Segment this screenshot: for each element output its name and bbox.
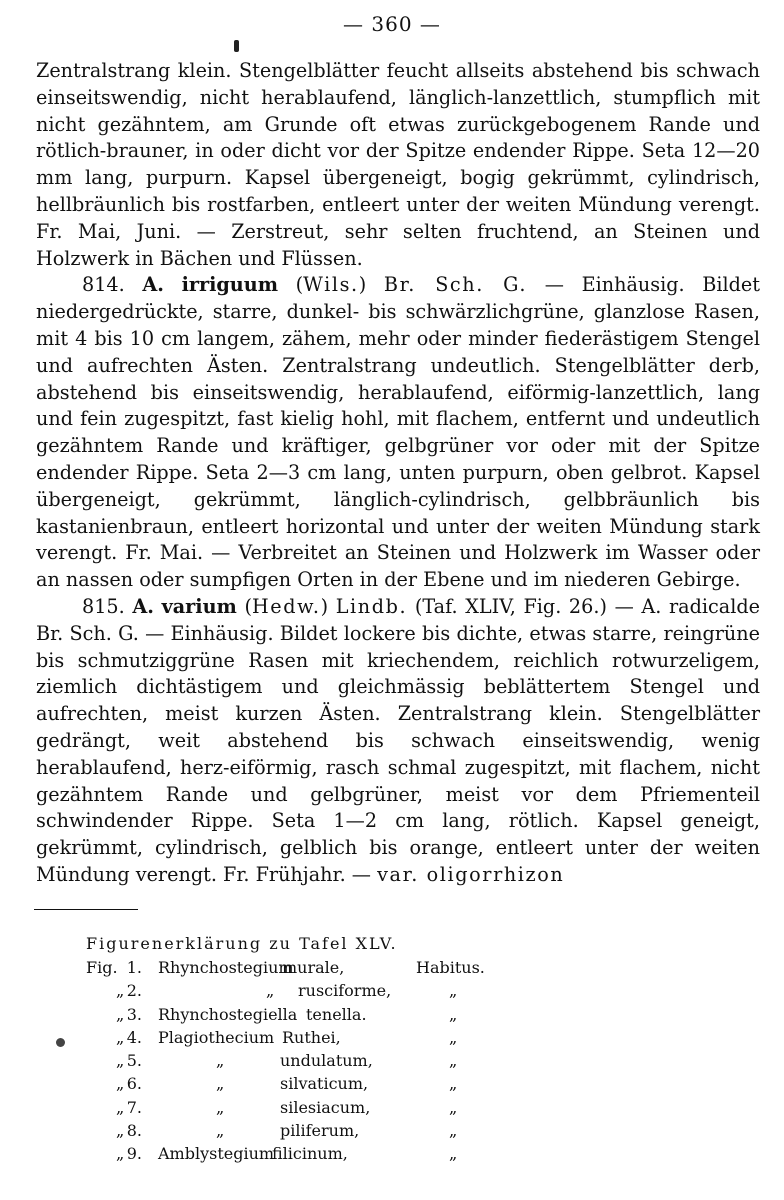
author-open: ( (244, 594, 252, 618)
species-number: 815. (82, 594, 125, 618)
legend-number: 2. (126, 981, 142, 1001)
legend-habit: „ (449, 1074, 458, 1094)
author-name: Hedw. (251, 594, 321, 618)
figure-legend-title: Figurenerklärung zu Tafel XLV. (86, 934, 398, 953)
genus-abbrev: A. (142, 273, 164, 297)
legend-row (86, 958, 506, 981)
legend-habit: „ (449, 1144, 458, 1164)
legend-prefix: „ (116, 1074, 125, 1094)
legend-prefix: „ (116, 1027, 125, 1047)
author-name-2: Br. Sch. G. (383, 273, 528, 297)
legend-habit: „ (449, 1097, 458, 1117)
legend-number: 1. (126, 958, 142, 977)
legend-genus: „ (216, 1074, 225, 1094)
legend-genus: Plagiothecium (158, 1027, 275, 1047)
legend-habit: Habitus. (416, 958, 485, 977)
legend-genus: „ (216, 1051, 225, 1071)
species-description: (Taf. XLIV, Fig. 26.) — A. radicalde Br. Sch. G. — Einhäusig. Bildet lockere bis dichte, etwas starre, reingrüne bis schmutziggrüne Rasen mit kriechendem, reichlich rotwurzeligem, ziemlich dichtästigem und gleichmässig beblättertem Stengel und aufrechten, meist kurzen Ästen. Zentralstrang klein. Stengelblätter gedrängt, weit abstehend bis schwach einseitswendig, wenig herablaufend, herz-eiförmig, rasch schmal zugespitzt, mit flachem, nicht gezähntem Rande und gelbgrüner, meist vor dem Pfriementeil schwindender Rippe. Seta 1—2 cm lang, rötlich. Kapsel geneigt, gekrümmt, cylindrisch, gelblich bis orange, entleert unter der weiten Mündung verengt. Fr. Frühjahr. — (36, 594, 760, 886)
species-number: 814. (82, 273, 125, 297)
species-name: varium (161, 594, 237, 618)
legend-row (86, 1121, 506, 1144)
ink-speck (234, 40, 239, 52)
legend-row (86, 1005, 506, 1028)
author-name-2: Lindb. (335, 594, 408, 618)
legend-species: undulatum, (280, 1051, 373, 1071)
paragraph-continuation: Zentralstrang klein. Stengelblätter feucht allseits abstehend bis schwach einseitswendig, nicht herablaufend, länglich-lanzettlich, stumpflich mit nicht gezähntem, am Grunde oft etwas zurückgebogenem Rande und rötlich-brauner, in oder dicht vor der Spitze endender Rippe. Seta 12—20 mm lang, purpurn. Kapsel übergeneigt, bogig gekrümmt, cylindrisch, hellbräunlich bis rostfarben, entleert unter der weiten Mündung verengt. Fr. Mai, Juni. — Zerstreut, sehr selten fruchtend, an Steinen und Holzwerk in Bächen und Flüssen. (36, 59, 760, 270)
author-open: ( (295, 273, 304, 297)
legend-species: tenella. (306, 1004, 367, 1024)
legend-row (86, 1074, 506, 1097)
legend-row (86, 1028, 506, 1051)
main-text (36, 58, 760, 889)
legend-species: rusciforme, (298, 981, 392, 1001)
figure-legend-list (86, 958, 506, 1168)
legend-genus: „ (216, 1097, 225, 1117)
legend-genus: Rhynchostegiella (158, 1004, 298, 1024)
legend-number: 9. (126, 1144, 142, 1164)
author-close: ) (320, 594, 336, 618)
genus-abbrev: A. (132, 594, 154, 618)
legend-habit: „ (449, 1121, 458, 1141)
legend-species: murale, (282, 958, 345, 977)
legend-prefix: „ (116, 981, 125, 1001)
species-name: irriguum (181, 273, 279, 297)
paragraph-species-814 (36, 272, 760, 594)
legend-prefix: „ (116, 1004, 125, 1024)
legend-genus: Rhynchostegium (158, 958, 294, 977)
legend-prefix: Fig. (86, 958, 118, 977)
ink-blot (56, 1038, 65, 1047)
legend-number: 8. (126, 1121, 142, 1141)
legend-prefix: „ (116, 1051, 125, 1071)
author-name: Wils. (303, 273, 359, 297)
legend-number: 3. (126, 1004, 142, 1024)
legend-genus: „ (216, 1121, 225, 1141)
legend-prefix: „ (116, 1144, 125, 1164)
footnote-rule (34, 909, 138, 910)
legend-number: 5. (126, 1051, 142, 1071)
legend-row (86, 981, 506, 1004)
legend-species: Ruthei, (282, 1027, 341, 1047)
legend-number: 7. (126, 1097, 142, 1117)
legend-prefix: „ (116, 1121, 125, 1141)
legend-habit: „ (449, 1004, 458, 1024)
legend-habit: „ (449, 1027, 458, 1047)
legend-row (86, 1144, 506, 1167)
legend-row (86, 1051, 506, 1074)
author-close: ) (358, 273, 384, 297)
legend-species: filicinum, (272, 1144, 348, 1164)
legend-habit: „ (449, 1051, 458, 1071)
legend-species: silvaticum, (280, 1074, 369, 1094)
paragraph-species-815 (36, 594, 760, 889)
legend-genus: „ (266, 981, 275, 1001)
legend-prefix: „ (116, 1097, 125, 1117)
legend-habit: „ (449, 981, 458, 1001)
page-number: — 360 — (343, 12, 441, 36)
legend-genus: Amblystegium (158, 1144, 275, 1164)
legend-number: 4. (126, 1027, 142, 1047)
legend-row (86, 1098, 506, 1121)
legend-number: 6. (126, 1074, 142, 1094)
variety-name: var. oligorrhizon (377, 862, 565, 886)
legend-species: piliferum, (280, 1121, 360, 1141)
legend-species: silesiacum, (280, 1097, 371, 1117)
species-description: — Einhäusig. Bildet niedergedrückte, starre, dunkel- bis schwärzlichgrüne, glanzlose Rasen, mit 4 bis 10 cm langem, zähem, mehr oder minder fiederästigem Stengel und aufrechten Ästen. Zentralstrang undeutlich. Stengelblätter derb, abstehend bis einseitswendig, herablaufend, eiförmig-lanzettlich, lang und fein zugespitzt, fast kielig hohl, mit flachem, entfernt und undeutlich gezähntem Rande und kräftiger, gelbgrüner vor oder mit der Spitze endender Rippe. Seta 2—3 cm lang, unten purpurn, oben gelbrot. Kapsel übergeneigt, gekrümmt, länglich-cylindrisch, gelbbräunlich bis kastanienbraun, entleert horizontal und unter der weiten Mündung stark verengt. Fr. Mai. — Verbreitet an Steinen und Holzwerk im Wasser oder an nassen oder sumpfigen Orten in der Ebene und im niederen Gebirge. (36, 273, 760, 592)
